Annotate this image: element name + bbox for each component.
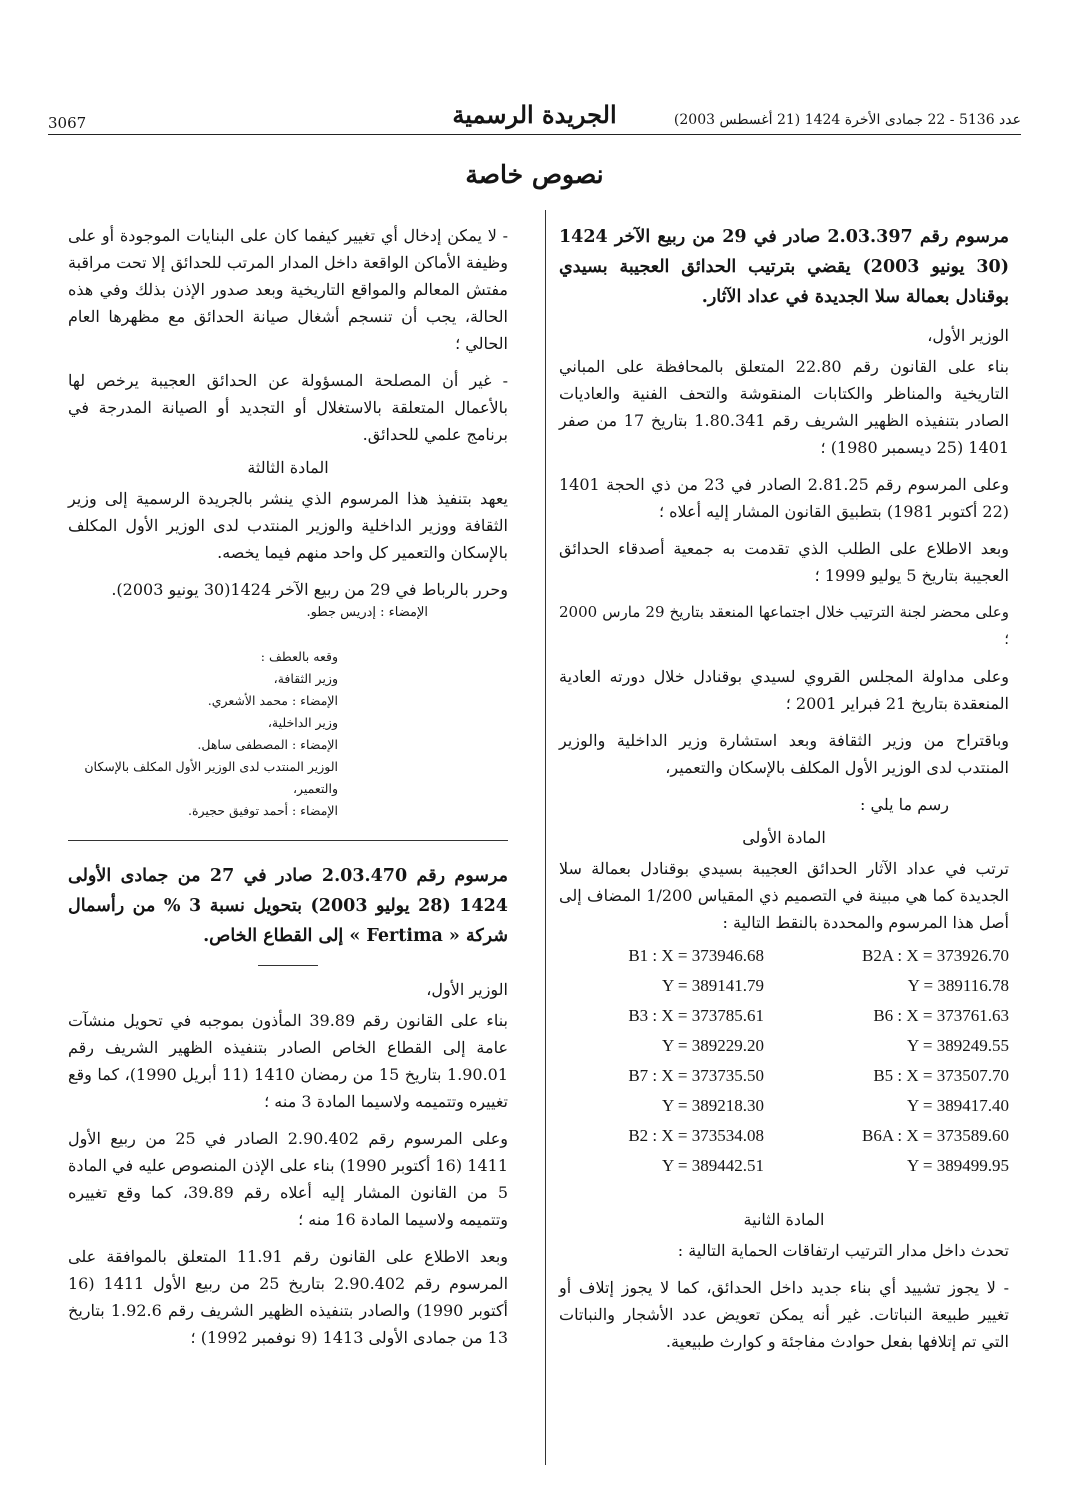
coordinate-entry: Y = 389442.51: [662, 1156, 764, 1175]
page-number: 3067: [48, 114, 87, 132]
decree-1-paragraph: وعلى المرسوم رقم 2.81.25 الصادر في 23 من ذي الحجة 1401 (22 أكتوبر 1981) بتطبيق القانون المشار إليه أعلاه ؛: [559, 475, 1009, 521]
coordinate-entry: B5 : X = 373507.70: [873, 1066, 1009, 1085]
coordinate-entry: B7 : X = 373735.50: [628, 1066, 764, 1085]
countersign-line: الإمضاء : محمد الأشعري.: [207, 693, 338, 708]
column-right: [559, 222, 1009, 1365]
countersign-line: الإمضاء : المصطفى ساهل.: [197, 737, 338, 752]
article-3-heading: المادة الثالثة: [247, 458, 329, 477]
decree-1-paragraph: وبعد الاطلاع على الطلب الذي تقدمت به جمعية أصدقاء الحدائق العجيبة بتاريخ 5 يوليو 1999 ؛: [559, 539, 1009, 585]
decree-1-paragraph: وعلى محضر لجنة الترتيب خلال اجتماعها المنعقد بتاريخ 29 مارس 2000 ؛: [559, 603, 1009, 648]
article-1-heading: المادة الأولى: [742, 828, 826, 847]
coordinate-entry: Y = 389417.40: [907, 1096, 1009, 1115]
decree-2-title: مرسوم رقم 2.03.470 صادر في 27 من جمادى الأولى 1424 (28 يوليو 2003) بتحويل نسبة 3 % من رأسمال شركة « Fertima » إلى القطاع الخاص.: [68, 866, 508, 946]
countersign-line: وقعه بالعطف :: [260, 649, 338, 664]
article-1-text: ترتب في عداد الآثار الحدائق العجيبة بسيدي بوقنادل بعمالة سلا الجديدة كما هي مبينة في التصميم ذي المقياس 1/200 المضاف إلى أصل هذا المرسوم والمحددة بالنقط التالية :: [559, 859, 1010, 932]
decree-2-paragraph: وعلى المرسوم رقم 2.90.402 الصادر في 25 من ربيع الأول 1411 (16 أكتوبر 1990) بناء على الإذن المنصوص عليه في المادة 5 من القانون المشار إليه أعلاه رقم 39.89، كما وقع تغييره وتتميمه ولاسيما المادة 16 منه ؛: [68, 1129, 509, 1229]
article-2-intro: تحدث داخل مدار الترتيب ارتفاقات الحماية التالية :: [677, 1241, 1009, 1260]
column-left: [68, 222, 508, 1361]
countersign-line: وزير الداخلية،: [267, 715, 338, 730]
decree-1-paragraph: وباقتراح من وزير الثقافة وبعد استشارة وزير الداخلية والوزير المنتدب لدى الوزير الأول المكلف بالإسكان والتعمير،: [559, 731, 1009, 777]
decree-1-paragraph: بناء على القانون رقم 22.80 المتعلق بالمحافظة على المباني التاريخية والمناظر والكتابات المنقوشة والتحف الفنية والعاديات الصادر بتنفيذه الظهير الشريف رقم 1.80.341 بتاريخ 17 من صفر 1401 (25 ديسمبر 1980) ؛: [559, 357, 1009, 457]
coordinate-entry: B1 : X = 373946.68: [628, 946, 764, 965]
countersign-block: [68, 646, 338, 822]
coordinate-entry: Y = 389499.95: [907, 1156, 1009, 1175]
coordinate-entry: B2 : X = 373534.08: [628, 1126, 764, 1145]
coordinate-entry: Y = 389229.20: [662, 1036, 764, 1055]
gazette-title: الجريدة الرسمية: [452, 100, 617, 129]
coordinate-entry: Y = 389249.55: [907, 1036, 1009, 1055]
coordinate-entry: B2A : X = 373926.70: [861, 946, 1009, 965]
signature-main: الإمضاء : إدريس جطو.: [306, 605, 428, 620]
decree-1-minister: الوزير الأول،: [927, 326, 1009, 345]
coordinate-entry: Y = 389218.30: [662, 1096, 764, 1115]
coordinate-entry: B6A : X = 373589.60: [861, 1126, 1009, 1145]
decree-2-paragraph: بناء على القانون رقم 39.89 المأذون بموجبه في تحويل منشآت عامة إلى القطاع الخاص الصادر بتنفيذه الظهير الشريف رقم 1.90.01 بتاريخ 15 من رمضان 1410 (11 أبريل 1990)، كما وقع تغييره وتتميمه ولاسيما المادة 3 منه ؛: [68, 1011, 509, 1111]
decree-1-title: مرسوم رقم 2.03.397 صادر في 29 من ربيع الآخر 1424 (30 يونيو 2003) يقضي بترتيب الحدائق العجيبة بسيدي بوقنادل بعمالة سلا الجديدة في عداد الآثار.: [559, 227, 1009, 307]
column-divider: [545, 210, 546, 1465]
article-2-item: - لا يمكن إدخال أي تغيير كيفما كان على البنايات الموجودة أو على وظيفة الأماكن الواقعة داخل المدار المرتب للحدائق إلا تحت مراقبة مفتش المعالم والمواقع التاريخية وبعد صدور الإذن بذلك وفي هذه الحالة، يجب أن تنسجم أشغال صيانة الحدائق مع مظهرها العام الحالي ؛: [68, 226, 508, 353]
coordinate-entry: B3 : X = 373785.61: [628, 1006, 764, 1025]
decree-1-paragraph: وعلى مداولة المجلس القروي لسيدي بوقنادل خلال دورته العادية المنعقدة بتاريخ 21 فبراير 2001 ؛: [559, 667, 1009, 713]
countersign-line: الوزير المنتدب لدى الوزير الأول المكلف بالإسكان والتعمير،: [84, 759, 338, 796]
article-3-text: يعهد بتنفيذ هذا المرسوم الذي ينشر بالجريدة الرسمية إلى وزير الثقافة ووزير الداخلية والوزير المنتدب لدى الوزير الأول المكلف بالإسكان والتعمير كل واحد منهم فيما يخصه.: [68, 489, 508, 562]
article-2-item: - غير أن المصلحة المسؤولة عن الحدائق العجيبة يرخص لها بالأعمال المتعلقة بالاستغلال أو التجديد أو الصيانة المدرجة في برنامج علمي للحدائق.: [68, 371, 508, 444]
section-title: نصوص خاصة: [465, 160, 604, 189]
title-rule: [258, 965, 318, 966]
decree-2-paragraph: وبعد الاطلاع على القانون رقم 11.91 المتعلق بالموافقة على المرسوم رقم 2.90.402 بتاريخ 25 من ربيع الأول 1411 (16 أكتوبر 1990) والصادر بتنفيذه الظهير الشريف رقم 1.92.6 بتاريخ 13 من جمادى الأولى 1413 (9 نوفمبر 1992) ؛: [68, 1247, 509, 1347]
coordinates-table: [559, 946, 1009, 1196]
header-rule: [48, 134, 1021, 135]
article-2-item: - لا يجوز تشييد أي بناء جديد داخل الحدائق، كما لا يجوز إتلاف أو تغيير طبيعة النباتات. غير أنه يمكن تعويض عدد الأشجار والنباتات التي تم إتلافها بفعل حوادث مفاجئة و كوارث طبيعية.: [559, 1278, 1009, 1351]
article-2-heading: المادة الثانية: [743, 1210, 825, 1229]
issue-info: عدد 5136 - 22 جمادى الأخرة 1424 (21 أغسطس 2003): [673, 112, 1021, 128]
decree-separator: [68, 840, 508, 841]
coordinate-entry: Y = 389116.78: [907, 976, 1009, 995]
coordinate-entry: B6 : X = 373761.63: [873, 1006, 1009, 1025]
coordinate-entry: Y = 389141.79: [662, 976, 764, 995]
countersign-line: وزير الثقافة،: [273, 671, 338, 686]
done-at-rabat: وحرر بالرباط في 29 من ربيع الآخر 1424(30 يونيو 2003).: [111, 580, 508, 599]
decree-2-minister: الوزير الأول،: [426, 980, 508, 999]
decree-1-decreed: رسم ما يلي :: [860, 795, 949, 814]
countersign-line: الإمضاء : أحمد توفيق حجيرة.: [187, 803, 338, 818]
